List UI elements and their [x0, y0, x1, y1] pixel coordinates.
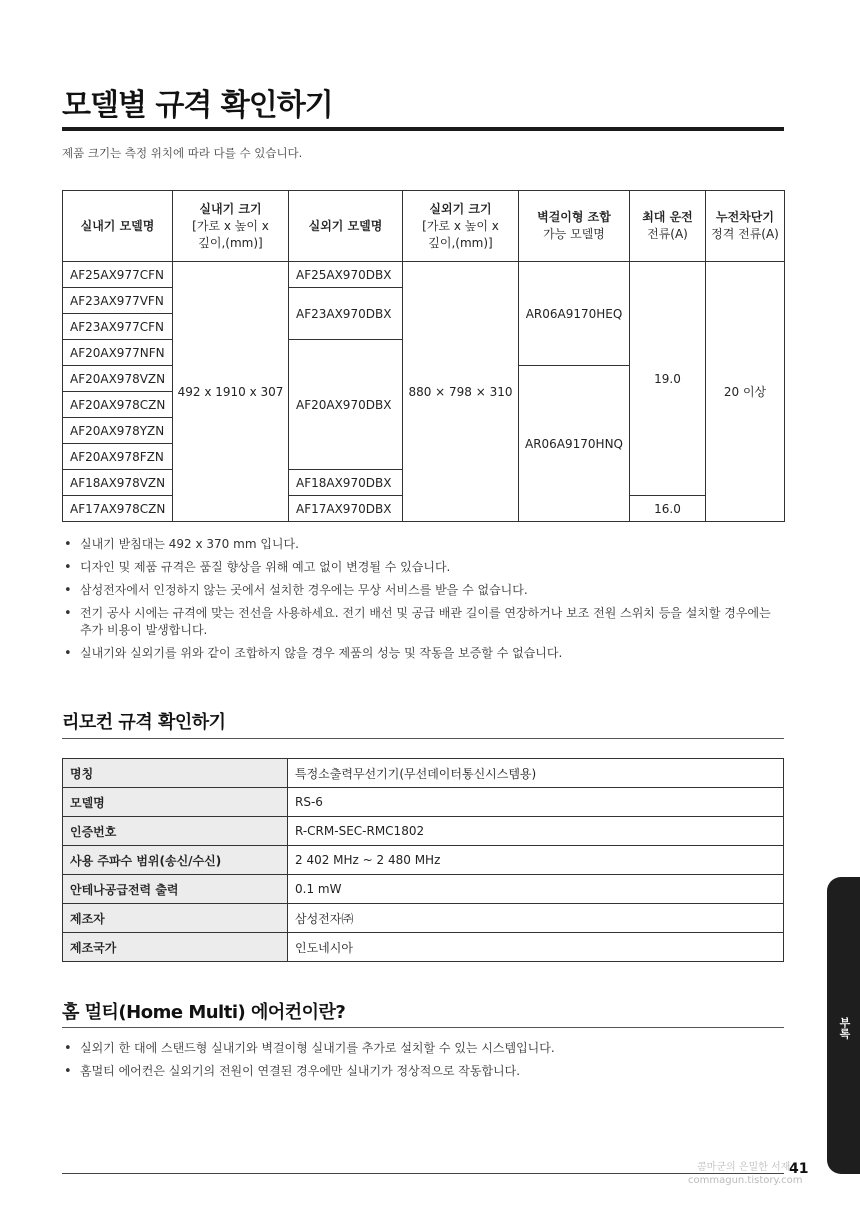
- table-row: [63, 846, 784, 875]
- page-title: 모델별 규격 확인하기: [62, 88, 333, 123]
- table-row: [63, 904, 784, 933]
- outdoor-size-cell: 880 × 798 × 310: [403, 262, 519, 522]
- remote-key-cell: 명칭: [63, 759, 288, 788]
- remote-value-cell: 인도네시아: [288, 933, 784, 962]
- remote-heading-rule: [62, 738, 784, 739]
- model-spec-table: [62, 190, 785, 522]
- title-rule: [62, 127, 784, 131]
- appendix-side-tab[interactable]: [827, 877, 860, 1174]
- home-multi-heading-rule: [62, 1027, 784, 1028]
- side-tab-label: 부록: [838, 1017, 851, 1039]
- remote-key-cell: 안테나공급전력 출력: [63, 875, 288, 904]
- remote-value-cell: 삼성전자㈜: [288, 904, 784, 933]
- remote-value-cell: RS-6: [288, 788, 784, 817]
- indoor-model-cell: AF20AX977NFN: [63, 340, 173, 366]
- outdoor-model-cell: AF20AX970DBX: [289, 340, 403, 470]
- header-indoor-size: 실내기 크기 [가로 x 높이 x 깊이,(mm)]: [173, 191, 289, 262]
- list-item: • 삼성전자에서 인정하지 않는 곳에서 설치한 경우에는 무상 서비스를 받을 수 없습니다.: [62, 582, 784, 599]
- indoor-model-cell: AF18AX978VZN: [63, 470, 173, 496]
- list-item: • 홈멀티 에어컨은 실외기의 전원이 연결된 경우에만 실내기가 정상적으로 작동합니다.: [62, 1063, 784, 1080]
- indoor-model-cell: AF20AX978FZN: [63, 444, 173, 470]
- remote-key-cell: 제조국가: [63, 933, 288, 962]
- home-multi-heading: 홈 멀티(Home Multi) 에어컨이란?: [62, 1002, 346, 1023]
- table-row: [63, 759, 784, 788]
- indoor-model-cell: AF17AX978CZN: [63, 496, 173, 522]
- footer-rule: [62, 1173, 784, 1174]
- header-outdoor-size: 실외기 크기 [가로 x 높이 x 깊이,(mm)]: [403, 191, 519, 262]
- watermark-url: commagun.tistory.com: [688, 1175, 803, 1186]
- remote-key-cell: 사용 주파수 범위(송신/수신): [63, 846, 288, 875]
- watermark-text: 콤마군의 은밀한 서재: [697, 1162, 791, 1173]
- outdoor-model-cell: AF23AX970DBX: [289, 288, 403, 340]
- page-number: 41: [789, 1161, 809, 1177]
- header-wall-model: 벽걸이형 조합 가능 모델명: [519, 191, 630, 262]
- remote-key-cell: 인증번호: [63, 817, 288, 846]
- spec-header-row: [63, 191, 785, 262]
- remote-value-cell: 2 402 MHz ~ 2 480 MHz: [288, 846, 784, 875]
- wall-model-cell: AR06A9170HNQ: [519, 366, 630, 522]
- max-current-cell: 19.0: [630, 262, 706, 496]
- wall-model-cell: AR06A9170HEQ: [519, 262, 630, 366]
- table-row: [63, 875, 784, 904]
- remote-key-cell: 제조자: [63, 904, 288, 933]
- header-indoor-model: 실내기 모델명: [63, 191, 173, 262]
- notes-list: [62, 536, 784, 668]
- outdoor-model-cell: AF25AX970DBX: [289, 262, 403, 288]
- home-multi-list: [62, 1040, 784, 1086]
- remote-heading: 리모컨 규격 확인하기: [62, 712, 226, 733]
- table-row: [63, 817, 784, 846]
- remote-value-cell: 특정소출력무선기기(무선데이터통신시스템용): [288, 759, 784, 788]
- list-item: • 실내기와 실외기를 위와 같이 조합하지 않을 경우 제품의 성능 및 작동을 보증할 수 없습니다.: [62, 645, 784, 662]
- outdoor-model-cell: AF17AX970DBX: [289, 496, 403, 522]
- header-outdoor-model: 실외기 모델명: [289, 191, 403, 262]
- max-current-cell: 16.0: [630, 496, 706, 522]
- list-item: • 디자인 및 제품 규격은 품질 향상을 위해 예고 없이 변경될 수 있습니다.: [62, 559, 784, 576]
- outdoor-model-cell: AF18AX970DBX: [289, 470, 403, 496]
- list-item: • 실내기 받침대는 492 x 370 mm 입니다.: [62, 536, 784, 553]
- breaker-cell: 20 이상: [706, 262, 785, 522]
- indoor-model-cell: AF20AX978YZN: [63, 418, 173, 444]
- indoor-model-cell: AF20AX978VZN: [63, 366, 173, 392]
- indoor-model-cell: AF20AX978CZN: [63, 392, 173, 418]
- table-row: [63, 933, 784, 962]
- remote-key-cell: 모델명: [63, 788, 288, 817]
- indoor-model-cell: AF23AX977CFN: [63, 314, 173, 340]
- page-subtitle: 제품 크기는 측정 위치에 따라 다를 수 있습니다.: [62, 146, 303, 160]
- indoor-model-cell: AF23AX977VFN: [63, 288, 173, 314]
- table-row: [63, 788, 784, 817]
- header-max-current: 최대 운전 전류(A): [630, 191, 706, 262]
- header-breaker: 누전차단기 정격 전류(A): [706, 191, 785, 262]
- remote-value-cell: R-CRM-SEC-RMC1802: [288, 817, 784, 846]
- list-item: • 실외기 한 대에 스탠드형 실내기와 벽걸이형 실내기를 추가로 설치할 수 있는 시스템입니다.: [62, 1040, 784, 1057]
- table-row: [63, 262, 785, 288]
- indoor-size-cell: 492 x 1910 x 307: [173, 262, 289, 522]
- remote-spec-table: [62, 758, 784, 962]
- remote-value-cell: 0.1 mW: [288, 875, 784, 904]
- list-item: • 전기 공사 시에는 규격에 맞는 전선을 사용하세요. 전기 배선 및 공급 배관 길이를 연장하거나 보조 전원 스위치 등을 설치할 경우에는 추가 비용이 발생합니다.: [62, 605, 784, 639]
- indoor-model-cell: AF25AX977CFN: [63, 262, 173, 288]
